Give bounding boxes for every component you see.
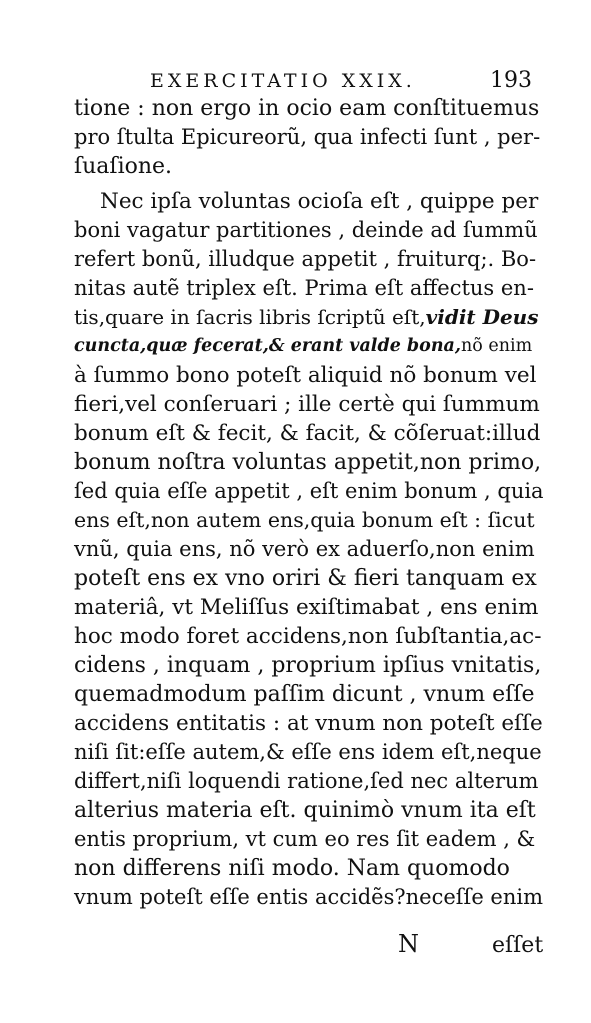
text-segment: nõ enim [460, 336, 533, 356]
text-line [74, 332, 544, 361]
text-line: poteſt ens ex vno oriri & fieri tanquam ex [74, 566, 537, 591]
text-line: bonum noſtra voluntas appetit,non primo, [74, 450, 542, 475]
running-head: EXERCITATIO XXIX. [150, 70, 416, 92]
text-line: alterius materia eſt. quinimò vnum ita eſt [74, 798, 536, 823]
text-line: refert bonũ, illudque appetit , fruiturq;. Bo- [74, 247, 537, 271]
italic-quotation: vidit Deus [425, 305, 539, 329]
text-line: tione : non ergo in ocio eam conſtituemus [74, 96, 540, 121]
italic-quotation: cuncta,quæ fecerat,& erant valde bona, [74, 336, 461, 356]
text-line: materiâ, vt Meliſſus exiſtimabat , ens enim [74, 595, 539, 620]
page-number: 193 [490, 68, 532, 93]
text-line: non differens niſi modo. Nam quomodo [74, 856, 510, 881]
signature-mark: N [398, 930, 419, 958]
text-line: niſi ſit:eſſe autem,& eſſe ens idem eſt,neque [74, 740, 542, 764]
text-line: à ſummo bono poteſt aliquid nõ bonum vel [74, 363, 537, 388]
text-line: ens eſt,non autem ens,quia bonum eſt : ſicut [74, 508, 535, 532]
text-line: cidens , inquam , proprium ipſius vnitatis, [74, 653, 542, 678]
text-line: Nec ipſa voluntas ocioſa eſt , quippe per [100, 189, 539, 214]
text-line: vnum poteſt eſſe entis accidẽs?neceſſe enim [74, 885, 544, 909]
text-line: ſed quia eſſe appetit , eſt enim bonum , quia [74, 479, 544, 503]
text-line: quemadmodum paſſim dicunt , vnum eſſe [74, 682, 535, 707]
text-line: boni vagatur partitiones , deinde ad ſummũ [74, 218, 538, 242]
text-line: pro ſtulta Epicureorũ, qua infecti ſunt , per- [74, 125, 541, 149]
text-line: accidens entitatis : at vnum non poteſt eſſe [74, 711, 543, 736]
text-line: fieri,vel conſeruari ; ille certè qui ſummum [74, 392, 540, 417]
text-block [74, 94, 544, 912]
text-line: vnũ, quia ens, nõ verò ex aduerſo,non enim [74, 537, 535, 561]
text-line [74, 303, 544, 332]
text-line: hoc modo foret accidens,non ſubſtantia,ac- [74, 624, 542, 649]
text-segment: tis,quare in ſacris libris ſcriptũ eſt, [74, 305, 426, 329]
text-line: bonum eſt & fecit, & facit, & cõſeruat:illud [74, 421, 541, 446]
text-line: nitas autẽ triplex eſt. Prima eſt affectus en- [74, 276, 534, 300]
text-line: ſuaſione. [74, 154, 173, 179]
text-line: differt,niſi loquendi ratione,ſed nec alterum [74, 769, 539, 793]
text-line: entis proprium, vt cum eo res ſit eadem , & [74, 827, 536, 851]
catchword: eſſet [492, 933, 544, 958]
